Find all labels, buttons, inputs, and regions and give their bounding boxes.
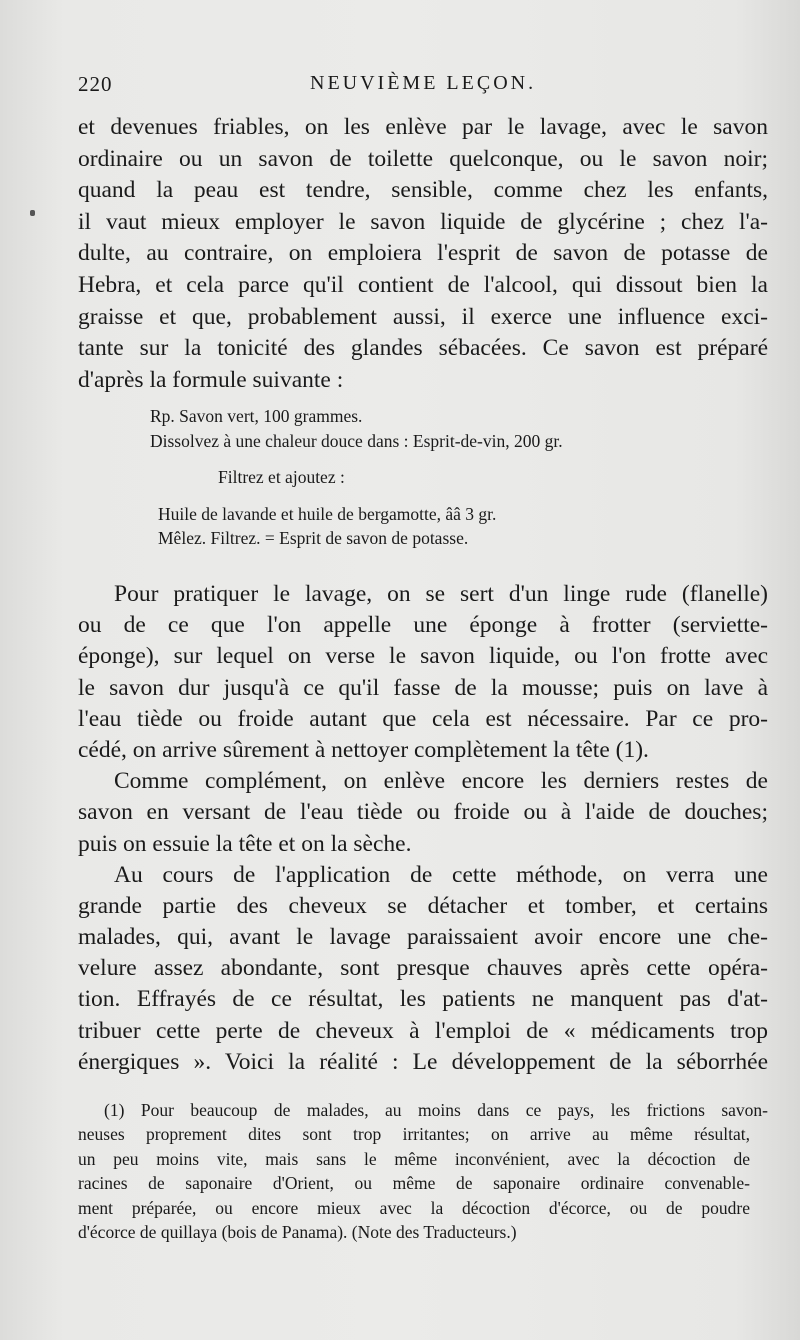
text-line: velure assez abondante, sont presque chauves après cette opéra- [78,955,768,982]
formula-line: Rp. Savon vert, 100 grammes. [150,406,363,426]
text-line: Au cours de l'application de cette méthode, on verra une [114,861,768,888]
text-line: ou de ce que l'on appelle une éponge à frotter (serviette- [78,612,768,639]
text-line: tion. Effrayés de ce résultat, les patients ne manquent pas d'at- [78,986,768,1013]
text-line: Hebra, et cela parce qu'il contient de l'alcool, qui dissout bien la [78,271,768,298]
footnote [78,1098,768,1244]
footnote-line: neuses proprement dites sont trop irritantes; on arrive au même résultat, [78,1124,750,1145]
text-line: tante sur la tonicité des glandes sébacées. Ce savon est préparé [78,335,768,362]
text-line: énergiques ». Voici la réalité : Le développement de la séborrhée [78,1048,768,1075]
page-header [78,72,766,104]
text-line: quand la peau est tendre, sensible, comme chez les enfants, [78,177,768,204]
text-line: et devenues friables, on les enlève par le lavage, avec le savon [78,114,768,140]
footnote-line: ment préparée, ou encore mieux avec la décoction d'écorce, ou de poudre [78,1197,750,1218]
page-number: 220 [78,72,113,96]
formula-line: Filtrez et ajoutez : [218,467,345,487]
footnote-line: un peu moins vite, mais sans le même inconvénient, avec la décoction de [78,1148,750,1169]
text-line: dulte, au contraire, on emploiera l'esprit de savon de potasse de [78,240,768,267]
text-line: malades, qui, avant le lavage paraissaient avoir encore une che- [78,924,768,951]
ink-speck [30,210,35,216]
body-paragraphs [78,579,768,1078]
text-line: grande partie des cheveux se détacher et tomber, et certains [78,892,768,919]
text-line: Comme complément, on enlève encore les derniers restes de [114,768,768,795]
soap-formula [150,404,710,551]
running-title: NEUVIÈME LEÇON. [310,72,537,94]
text-line: il vaut mieux employer le savon liquide de glycérine ; chez l'a- [78,208,768,235]
text-line: tribuer cette perte de cheveux à l'emploi de « médicaments trop [78,1017,768,1044]
paragraph-continued [78,112,768,396]
text-line: ordinaire ou un savon de toilette quelconque, ou le savon noir; [78,145,768,172]
text-line: éponge), sur lequel on verse le savon liquide, ou l'on frotte avec [78,643,768,670]
text-line: savon en versant de l'eau tiède ou froide ou à l'aide de douches; [78,799,768,826]
text-line: l'eau tiède ou froide autant que cela est nécessaire. Par ce pro- [78,705,768,732]
formula-line: Dissolvez à une chaleur douce dans : Esprit-de-vin, 200 gr. [150,430,563,451]
formula-line: Huile de lavande et huile de bergamotte, ââ 3 gr. [158,503,497,524]
footnote-line: (1) Pour beaucoup de malades, au moins dans ce pays, les frictions savon- [104,1100,768,1120]
text-line: graisse et que, probablement aussi, il exerce une influence exci- [78,303,768,330]
text-line: le savon dur jusqu'à ce qu'il fasse de la mousse; puis on lave à [78,674,768,701]
formula-line: Mêlez. Filtrez. = Esprit de savon de potasse. [158,528,469,548]
footnote-line: racines de saponaire d'Orient, ou même de saponaire ordinaire convenable- [78,1173,750,1194]
text-line: cédé, on arrive sûrement à nettoyer complètement la tête (1). [78,736,649,763]
text-line: d'après la formule suivante : [78,366,344,393]
footnote-line: d'écorce de quillaya (bois de Panama). (Note des Traducteurs.) [78,1221,517,1242]
text-line: puis on essuie la tête et on la sèche. [78,830,412,857]
text-line: Pour pratiquer le lavage, on se sert d'un linge rude (flanelle) [114,581,768,607]
